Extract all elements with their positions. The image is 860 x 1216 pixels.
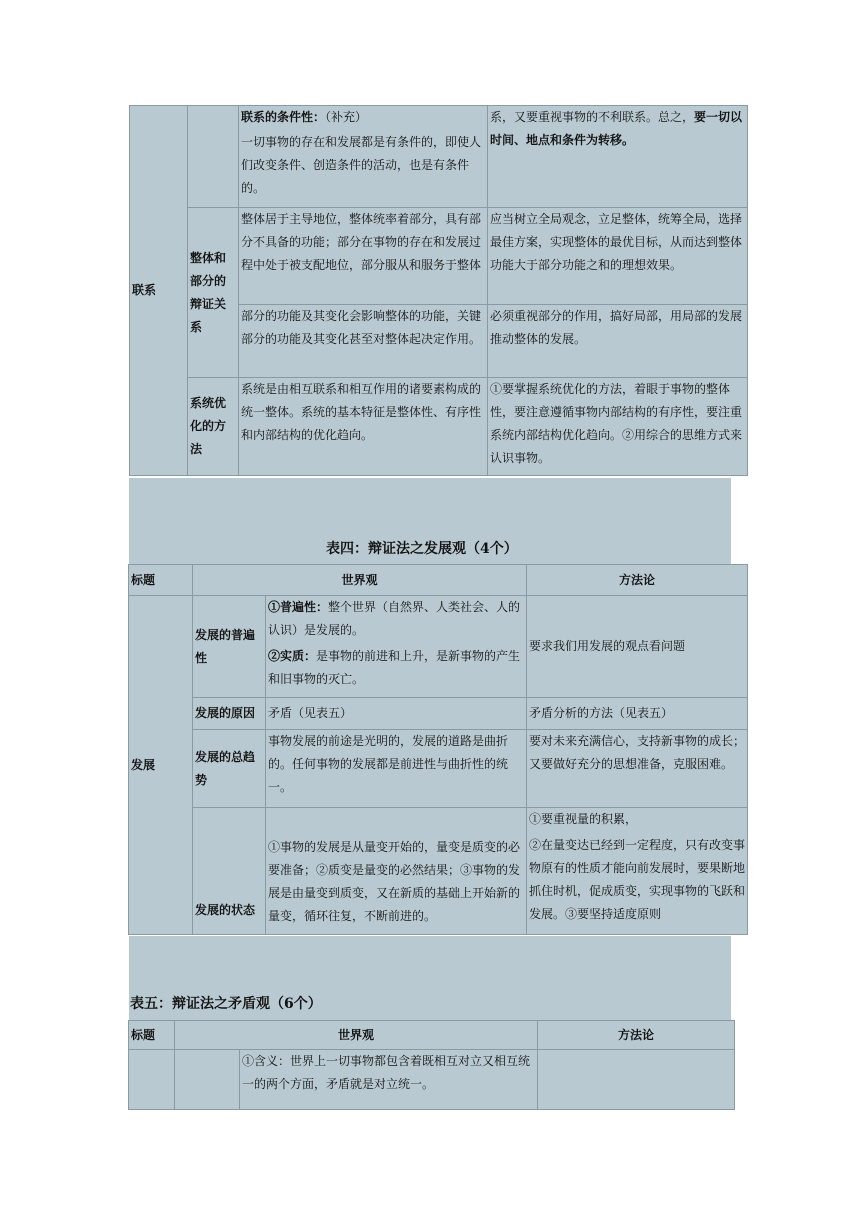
cell-condition-world	[239, 106, 488, 208]
header-method: 方法论	[538, 1021, 735, 1050]
condition-text: 一切事物的存在和发展都是有条件的，即使人们改变条件、创造条件的活动，也是有条件的。	[241, 135, 482, 195]
xitong-method: ①要掌握系统优化的方法，着眼于事物的整体性，要注意遵循事物内部结构的有序性，要注重系统内部结构优化趋向。②用综合的思维方式来认识事物。	[488, 378, 748, 476]
cell-empty	[129, 1050, 175, 1110]
yuanyin-title: 发展的原因	[193, 698, 266, 730]
table-lianxi	[129, 105, 748, 476]
header-world: 世界观	[175, 1021, 538, 1050]
qushi-world: 事物发展的前途是光明的，发展的道路是曲折的。任何事物的发展都是前进性与曲折性的统一。	[266, 730, 527, 808]
qushi-method: 要对未来充满信心，支持新事物的成长；又要做好充分的思想准备，克服困难。	[527, 730, 748, 808]
zhuangtai-method	[527, 808, 748, 935]
pubian-text-2: 是事物的前进和上升，是新事物的产生和旧事物的灭亡。	[268, 649, 521, 686]
zhuangtai-method-2: ②在量变达已经到一定程度，只有改变事物原有的性质才能向前发展时，要果断地抓住时机，促成质变，实现事物的飞跃和发展。③要坚持适度原则	[529, 838, 746, 921]
pubian-world	[266, 596, 527, 698]
header-world: 世界观	[193, 565, 527, 596]
condition-method-a: 系，又要重视事物的不利联系。总之，	[490, 110, 695, 124]
condition-title: 联系的条件性：	[241, 110, 326, 124]
pubian-label-1: ①普遍性：	[268, 600, 329, 614]
table-maodun	[128, 1020, 735, 1110]
yuanyin-world: 矛盾（见表五）	[266, 698, 527, 730]
zhuangtai-world: ①事物的发展是从量变开始的，量变是质变的必要准备；②质变是量变的必然结果；③事物的发展是由量变到质变，又在新质的基础上开始新的量变，循环往复，不断前进的。	[266, 808, 527, 935]
pubian-text-1: 整个世界（自然界、人类社会、人的认识）是发展的。	[268, 600, 521, 637]
cell-empty	[188, 106, 239, 208]
zhengti-method-1: 应当树立全局观念，立足整体，统筹全局，选择最佳方案，实现整体的最优目标，从而达到整体功能大于部分功能之和的理想效果。	[488, 208, 748, 305]
qushi-title: 发展的总趋势	[193, 730, 266, 808]
zhengti-method-2: 必须重视部分的作用，搞好局部，用局部的发展推动整体的发展。	[488, 305, 748, 378]
cell-empty	[175, 1050, 240, 1110]
cell-condition-method	[488, 106, 748, 208]
table5-title: 表五：辩证法之矛盾观（6个）	[130, 996, 322, 1012]
condition-note: （补充）	[325, 110, 368, 124]
table4-title: 表四：辩证法之发展观（4个）	[326, 541, 518, 557]
header-method: 方法论	[527, 565, 748, 596]
cell-empty	[538, 1050, 735, 1110]
pubian-method: 要求我们用发展的观点看问题	[527, 596, 748, 698]
category-lianxi: 联系	[130, 106, 188, 476]
zhengti-world-2: 部分的功能及其变化会影响整体的功能，关键部分的功能及其变化甚至对整体起决定作用。	[239, 305, 488, 378]
zhuangtai-title: 发展的状态	[193, 808, 266, 935]
zhuangtai-method-1: ①要重视量的积累，	[529, 812, 638, 826]
yuanyin-method: 矛盾分析的方法（见表五）	[527, 698, 748, 730]
zhengti-world-1: 整体居于主导地位，整体统率着部分，具有部分不具备的功能；部分在事物的存在和发展过程中处于被支配地位，部分服从和服务于整体	[239, 208, 488, 305]
hanyi-world: ①含义：世界上一切事物都包含着既相互对立又相互统一的两个方面，矛盾就是对立统一。	[240, 1050, 538, 1110]
pubian-title: 发展的普遍性	[193, 596, 266, 698]
xitong-world: 系统是由相互联系和相互作用的诸要素构成的统一整体。系统的基本特征是整体性、有序性和内部结构的优化趋向。	[239, 378, 488, 476]
pubian-label-2: ②实质：	[268, 649, 317, 663]
header-title: 标题	[129, 1021, 175, 1050]
xitong-title: 系统优化的方法	[188, 378, 239, 476]
condition-method-b: 要一切以时间、地点和条件为转移。	[490, 110, 743, 147]
header-title: 标题	[129, 565, 193, 596]
category-fazhan: 发展	[129, 596, 193, 935]
zhengti-title: 整体和部分的辩证关系	[188, 208, 239, 378]
table-fazhan	[128, 564, 748, 935]
